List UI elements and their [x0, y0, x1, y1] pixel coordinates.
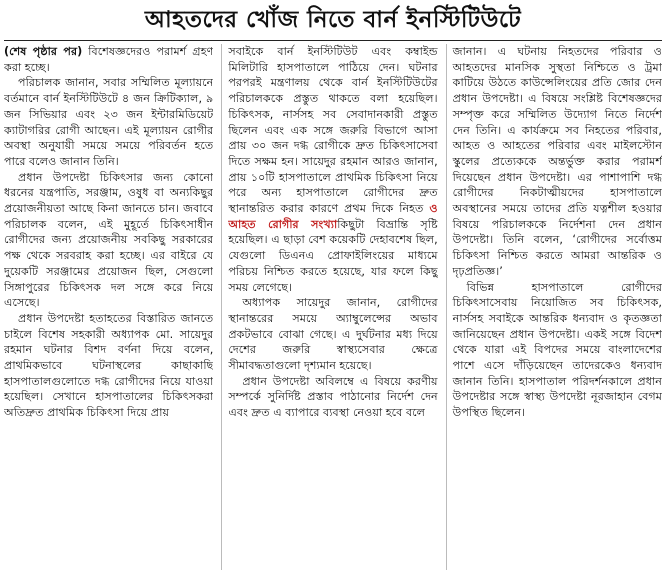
- column-3: [446, 44, 662, 570]
- headline-divider: [4, 40, 662, 41]
- highlight-text: ও আহত রোগীর সংখ্যা: [228, 202, 438, 231]
- paragraph: বিভিন্ন হাসপাতালে রোগীদের চিকিৎসাসেবায় নিয়োজিত সব চিকিৎসক, নার্সসহ সবাইকে আন্তরিক ধন্যবাদ ও কৃতজ্ঞতা জানিয়েছেন প্রধান উপদেষ্টা। একই সঙ্গে বিদেশ থেকে যারা এই বিপদের সময়ে বাংলাদেশের পাশে এসে দাঁড়িয়েছেন তাদেরকেও ধন্যবাদ জানান তিনি। হাসপাতাল পরিদর্শনকালে প্রধান উপদেষ্টার সঙ্গে স্বাস্থ্য উপদেষ্টা নূরজাহান বেগম উপস্থিত ছিলেন।: [452, 280, 662, 420]
- paragraph: প্রধান উপদেষ্টা অবিলম্বে এ বিষয়ে করণীয় সম্পর্কে সুনির্দিষ্ট প্রস্তাব পাঠানোর নির্দেশ দেন এবং দ্রুত এ ব্যাপারে ব্যবস্থা নেওয়া হবে বলে: [228, 374, 438, 420]
- article-body: [4, 44, 662, 570]
- column-2: [221, 44, 437, 570]
- headline-bar: [0, 0, 666, 40]
- paragraph: পরিচালক জানান, সবার সম্মিলিত মূল্যায়নে বর্তমানে বার্ন ইনস্টিটিউটে ৪ জন ক্রিটিক্যাল, ৯ জন সিভিয়ার এবং ২৩ জন ইন্টারমিডিয়েট ক্যাটাগরির রোগী আছেন। এই মূল্যায়ন রোগীর অবস্থা অনুযায়ী সময়ে সময়ে পরিবর্তন হতে পারে বলেও জানান তিনি।: [4, 76, 214, 168]
- paragraph: অধ্যাপক সায়েদুর জানান, রোগীদের স্থানান্তরের সময়ে অ্যাম্বুলেন্সের অভাব প্রকটভাবে বোঝা গেছে। এ দুর্ঘটনার মধ্য দিয়ে দেশের জরুরি স্বাস্থ্যসেবার ক্ষেত্রে সীমাবদ্ধতাগুলো দৃশ্যমান হয়েছে।: [228, 296, 438, 373]
- paragraph-text: সবাইকে বার্ন ইনস্টিটিউট এবং কম্বাইন্ড মিলিটারি হাসপাতালে পাঠিয়ে দেন। ঘটনার পরপরই মন্ত্রণালয় থেকে বার্ন ইনস্টিটিউটের পরিচালককে প্রস্তুত থাকতে বলা হয়েছিল। চিকিৎসক, নার্সসহ সব সেবাদানকারী প্রস্তুত ছিলেন এবং এক সঙ্গে জরুরি বিভাগে আসা প্রায় ৩০ জন দগ্ধ রোগীকে দ্রুত চিকিৎসাসেবা দিতে সক্ষম হন। সায়েদুর রহমান আরও জানান, প্রায় ১০টি হাসপাতালে প্রাথমিক চিকিৎসা নিয়ে পরে অন্য হাসপাতালে রোগীদের দ্রুত স্থানান্তরিত করার কারণে প্রথম দিকে নিহত: [228, 45, 438, 216]
- paragraph-text: বিশেষজ্ঞদেরও পরামর্শ গ্রহণ করা হচ্ছে।: [4, 45, 214, 74]
- paragraph-text: কিছুটা বিভ্রান্তি সৃষ্টি হয়েছিল। এ ছাড়া বেশ কয়েকটি দেহাবশেষ ছিল, যেগুলো ডিএনএ প্রোফাইলিংয়ের মাধ্যমে পরিচয় নিশ্চিত করতে হয়েছে, যার ফলে কিছু সময় লেগেছে।: [228, 217, 438, 294]
- continuation-label: (শেষ পৃষ্ঠার পর): [4, 45, 83, 58]
- paragraph: [228, 44, 437, 295]
- paragraph: জানান। এ ঘটনায় নিহতদের পরিবার ও আহতদের মানসিক সুস্থতা নিশ্চিতে ও ট্রমা কাটিয়ে উঠতে কাউন্সেলিংয়ের প্রতি জোর দেন প্রধান উপদেষ্টা। এ বিষয়ে সংশ্লিষ্ট বিশেষজ্ঞদের সম্পৃক্ত করে সম্মিলিত উদ্যোগ নিতে নির্দেশ দেন তিনি। এ কার্যক্রমে সব নিহতের পরিবার, আহত ও আহতের পরিবার এবং মাইলস্টোন স্কুলের প্রত্যেককে অন্তর্ভুক্ত করার পরামর্শ দিয়েছেন প্রধান উপদেষ্টা। এর পাশাপাশি দগ্ধ রোগীদের নিকটাত্মীয়দের হাসপাতালে অবস্থানের সময়ে তাদের প্রতি যত্নশীল হওয়ার বিষয়ে পরিচালককে নির্দেশনা দেন প্রধান উপদেষ্টা। তিনি বলেন, ‘রোগীদের সর্বোত্তম চিকিৎসা নিশ্চিত করতে আমরা আন্তরিক ও দৃঢ়প্রতিজ্ঞ।’: [452, 45, 662, 278]
- paragraph: প্রধান উপদেষ্টা হতাহতের বিস্তারিত জানতে চাইলে বিশেষ সহকারী অধ্যাপক মো. সায়েদুর রহমান ঘটনার বিশদ বর্ণনা দিয়ে বলেন, প্রাথমিকভাবে ঘটনাস্থলের কাছাকাছি হাসপাতালগুলোতে দগ্ধ রোগীদের নিয়ে যাওয়া হয়েছিল। সেখানে হাসপাতালের চিকিৎসকরা অতিদ্রুত প্রাথমিক চিকিৎসা দিয়ে প্রায়: [4, 311, 214, 420]
- paragraph: প্রধান উপদেষ্টা চিকিৎসার জন্য কোনো ধরনের যন্ত্রপাতি, সরঞ্জাম, ওষুধ বা অন্যকিছুর প্রয়োজনীয়তা আছে কিনা জানতে চান। জবাবে পরিচালক বলেন, এই মুহূর্তে চিকিৎসাধীন রোগীদের জন্য প্রয়োজনীয় সবকিছু সরকারের পক্ষ থেকে সরবরাহ করা হচ্ছে। এর বাইরে যে দুয়েকটি সরঞ্জামের প্রয়োজন ছিল, সেগুলো সিঙ্গাপুরের চিকিৎসক দল সঙ্গে করে নিয়ে এসেছে।: [4, 170, 214, 310]
- column-1: [4, 44, 213, 570]
- headline: আহতদের খোঁজ নিতে বার্ন ইনস্টিটিউটে: [144, 6, 522, 33]
- paragraph: [4, 44, 213, 75]
